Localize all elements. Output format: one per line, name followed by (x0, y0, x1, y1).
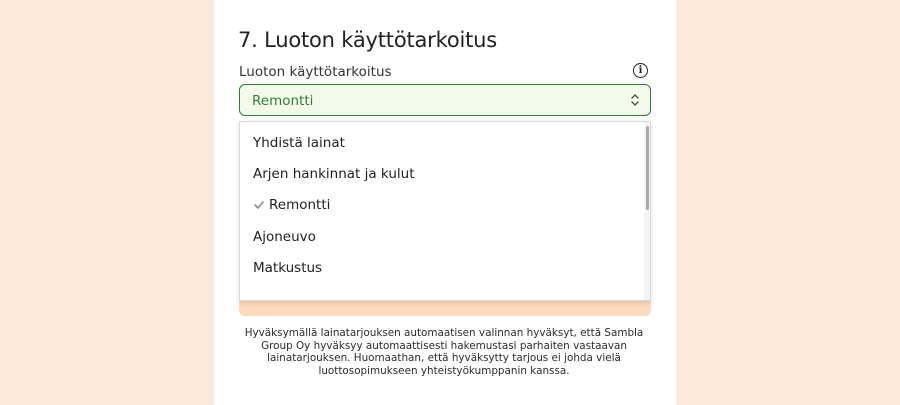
checkmark-icon (254, 200, 264, 210)
dropdown-option[interactable] (240, 159, 640, 190)
scroll-thumb[interactable] (646, 126, 649, 210)
field-label: Luoton käyttötarkoitus (239, 64, 392, 80)
dropdown-option[interactable] (240, 253, 640, 284)
dropdown-option-label: Ajoneuvo (253, 229, 316, 245)
section-title: 7. Luoton käyttötarkoitus (238, 28, 497, 52)
dropdown-option[interactable] (240, 222, 640, 253)
dropdown-option-label: Yhdistä lainat (253, 135, 345, 151)
dropdown-option-label: Remontti (269, 197, 331, 213)
purpose-dropdown-list (239, 121, 651, 301)
dropdown-option-label: Arjen hankinnat ja kulut (253, 166, 415, 182)
disclaimer-text: Hyväksymällä lainatarjouksen automaatisen valinnan hyväksyt, että Sambla Group Oy hyväksyy automaattisesti hakemustasi parhaiten vastaavan lainatarjouksen. Huomaathan, että hyväksytty tarjous ei johda vielä luottosopimukseen yhteistyökumppanin kanssa. (244, 327, 644, 377)
purpose-select[interactable] (239, 84, 651, 116)
dropdown-option-label: Matkustus (253, 260, 323, 276)
select-value: Remontti (252, 93, 314, 109)
dropdown-option[interactable] (240, 128, 640, 159)
form-panel (214, 0, 676, 405)
dropdown-scrollbar[interactable] (644, 122, 650, 300)
info-icon[interactable]: i (633, 63, 648, 78)
dropdown-option[interactable] (240, 190, 640, 221)
up-down-chevron-icon (630, 91, 640, 109)
